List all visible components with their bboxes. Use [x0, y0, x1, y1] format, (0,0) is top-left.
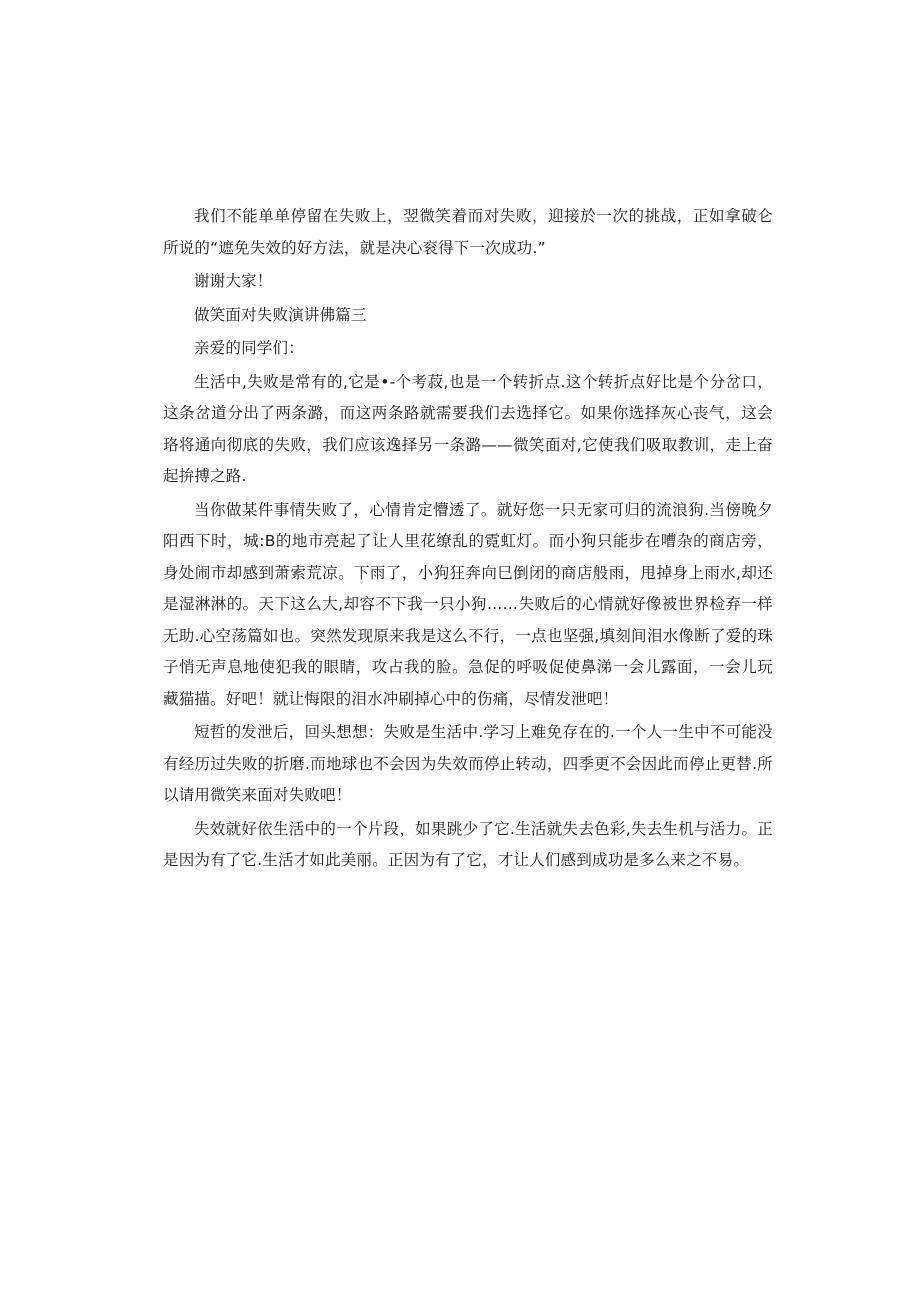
- paragraph-turning-point: 生活中,失败是常有的,它是•-个考菽,也是一个转折点.这个转折点好比是个分岔口，这条岔道分出了两条潞，而这两条路就需要我们去选择它。如果你选择灰心丧气，这会珞将通向彻底的失败，我们应该逸择另一条潞——微笑面对,它使我们吸取教训，走上奋起拚搏之路.: [163, 372, 773, 485]
- paragraph-thanks: 谢谢大家！: [194, 272, 273, 290]
- paragraph-conclusion: 失效就好依生活中的一个片段，如果跳少了它.生活就失去色彩,失去生机与活力。正是因为有了它.生活才如此美丽。正因为有了它，才让人们感到成功是多么来之不易。: [163, 819, 773, 869]
- paragraph-stray-dog: 当你做某件事情失败了，心情肯定懵透了。就好您一只无家可归的流浪狗.当傍晚夕阳西下时，城:B的地市亮起了让人里花缭乱的霓虹灯。而小狗只能步在嘈杂的商店旁，身处闹市却感到萧索荒凉。下雨了，小狗狂奔向巳倒闭的商店般雨，甩掉身上雨水,却还是湿淋淋的。天下这么大,却容不下我一只小狗……失败后的心情就好像被世界检弃一样无助.心空荡篇如也。突然发现原来我是这么不行，一点也坚强,填刻间泪水像断了爱的珠子悄无声息地使犯我的眼睛，攻占我的脸。急促的呼吸促使鼻涕一会儿露面，一会儿玩藏猫描。好吧！就让悔限的泪水冲刷掉心中的伤痛，尽情发泄吧！: [163, 500, 773, 708]
- salutation: 亲爱的同学们：: [194, 339, 304, 357]
- paragraph-closing-message: 我们不能单单停留在失败上，翌微笑着而对失败，迎接於一次的挑战，正如拿破仑所说的“遮免失效的好方法，就是决心衮得下一次成功.”: [163, 207, 773, 257]
- section-title: 做笑面对失败演讲佛篇三: [194, 305, 367, 324]
- document-body: [163, 201, 773, 877]
- paragraph-reflection: 短哲的发泄后，回头想想：失败是生活中.学习上难免存在的.一个人一生中不可能没有经历过失败的折磨.而地球也不会因为失效而停止转动，四季更不会因此而停止更替.所以请用微笑来面对失败吧！: [163, 723, 773, 804]
